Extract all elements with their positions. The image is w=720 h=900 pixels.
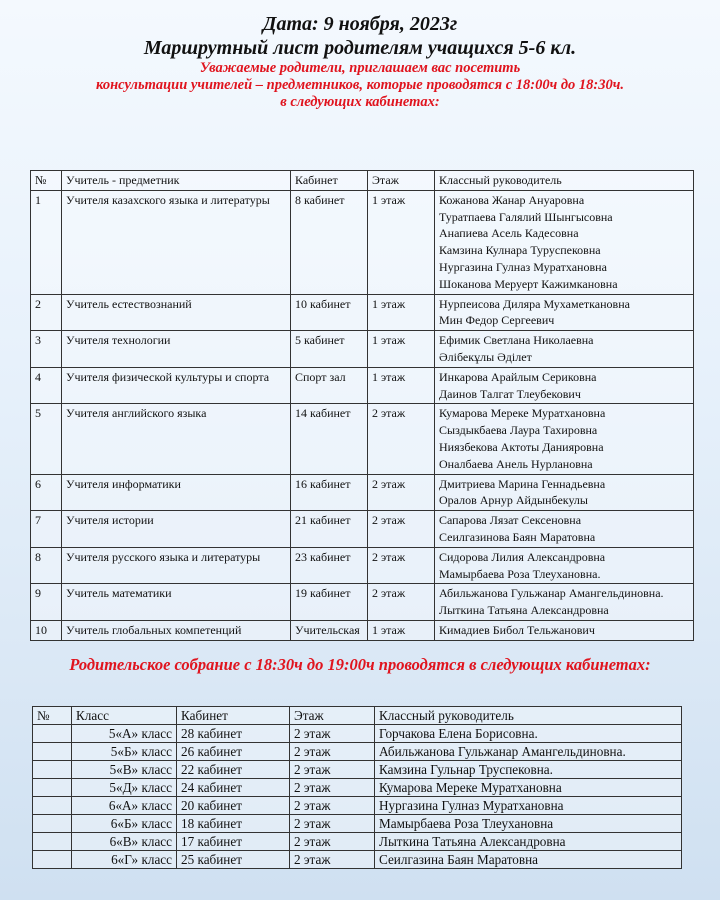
class-cell: 5«Д» класс <box>72 779 177 797</box>
teacher-name: Оралов Арнур Айдынбекулы <box>439 493 588 508</box>
floor-cell: 1 этаж <box>368 620 435 640</box>
class-cell: 5«Б» класс <box>72 743 177 761</box>
table-row <box>31 511 694 548</box>
subject-cell: Учителя английского языка <box>62 404 291 474</box>
row-number <box>33 797 72 815</box>
class-teacher-cell: Лыткина Татьяна Александровна <box>375 833 682 851</box>
room-cell: 19 кабинет <box>291 584 368 621</box>
floor-cell: 2 этаж <box>368 547 435 584</box>
row-number: 3 <box>31 331 62 368</box>
room-cell: 20 кабинет <box>177 797 290 815</box>
floor-cell: 2 этаж <box>368 584 435 621</box>
floor-cell: 2 этаж <box>368 511 435 548</box>
room-cell: 21 кабинет <box>291 511 368 548</box>
column-header-subject: Учитель - предметник <box>62 171 291 191</box>
room-cell: 8 кабинет <box>291 190 368 294</box>
row-number: 10 <box>31 620 62 640</box>
row-number: 4 <box>31 367 62 404</box>
invitation-line-3: в следующих кабинетах: <box>280 94 440 110</box>
teacher-name: Мин Федор Сергеевич <box>439 313 555 328</box>
class-cell: 6«Б» класс <box>72 815 177 833</box>
row-number: 7 <box>31 511 62 548</box>
table-row <box>33 797 682 815</box>
table-row <box>33 851 682 869</box>
column-header-class-teacher: Классный руководитель <box>375 707 682 725</box>
floor-cell: 1 этаж <box>368 190 435 294</box>
document-title: Маршрутный лист родителям учащихся 5-6 кл. <box>143 37 577 59</box>
teacher-name: Сидорова Лилия Александровна <box>439 549 606 564</box>
document-header <box>0 12 720 111</box>
room-cell: 24 кабинет <box>177 779 290 797</box>
teacher-name: Анапиева Асель Кадесовна <box>439 226 579 241</box>
row-number <box>33 725 72 743</box>
table-row <box>31 620 694 640</box>
invitation-line-1: Уважаемые родители, приглашаем вас посетить <box>199 60 521 76</box>
document-date: Дата: 9 ноября, 2023г <box>262 13 458 35</box>
class-teacher-cell: Нургазина Гулназ Муратхановна <box>375 797 682 815</box>
class-teacher-cell <box>435 584 694 621</box>
class-teacher-cell <box>435 190 694 294</box>
row-number: 5 <box>31 404 62 474</box>
floor-cell: 2 этаж <box>368 404 435 474</box>
row-number <box>33 743 72 761</box>
column-header-class: Класс <box>72 707 177 725</box>
table-row <box>33 779 682 797</box>
row-number: 2 <box>31 294 62 331</box>
floor-cell: 2 этаж <box>368 474 435 511</box>
class-cell: 6«В» класс <box>72 833 177 851</box>
room-cell: Спорт зал <box>291 367 368 404</box>
consultations-table <box>30 170 694 641</box>
column-header-number: № <box>31 171 62 191</box>
subject-cell: Учителя технологии <box>62 331 291 368</box>
teacher-name: Кумарова Мереке Муратхановна <box>439 406 606 421</box>
room-cell: 25 кабинет <box>177 851 290 869</box>
class-cell: 5«А» класс <box>72 725 177 743</box>
row-number: 8 <box>31 547 62 584</box>
floor-cell: 1 этаж <box>368 331 435 368</box>
table-row <box>31 294 694 331</box>
room-cell: 26 кабинет <box>177 743 290 761</box>
table-row <box>33 761 682 779</box>
class-teacher-cell: Камзина Гульнар Труспековна. <box>375 761 682 779</box>
row-number: 1 <box>31 190 62 294</box>
subject-cell: Учитель глобальных компетенций <box>62 620 291 640</box>
teacher-name: Сеилгазинова Баян Маратовна <box>439 529 596 544</box>
row-number <box>33 833 72 851</box>
floor-cell: 1 этаж <box>368 294 435 331</box>
subject-cell: Учителя информатики <box>62 474 291 511</box>
teacher-name: Камзина Кулнара Туруспековна <box>439 243 601 258</box>
floor-cell: 2 этаж <box>290 815 375 833</box>
class-teacher-cell <box>435 620 694 640</box>
column-header-room: Кабинет <box>177 707 290 725</box>
parent-meeting-title: Родительское собрание с 18:30ч до 19:00ч проводятся в следующих кабинетах: <box>69 655 651 674</box>
row-number <box>33 815 72 833</box>
floor-cell: 2 этаж <box>290 725 375 743</box>
class-cell: 6«А» класс <box>72 797 177 815</box>
class-teacher-cell: Мамырбаева Роза Тлеухановна <box>375 815 682 833</box>
class-teacher-cell: Горчакова Елена Борисовна. <box>375 725 682 743</box>
table-row <box>33 725 682 743</box>
row-number <box>33 779 72 797</box>
subject-cell: Учителя физической культуры и спорта <box>62 367 291 404</box>
teacher-name: Ниязбекова Актоты Данияровна <box>439 439 604 454</box>
teacher-name: Дмитриева Марина Геннадьевна <box>439 476 606 491</box>
subject-cell: Учитель естествознаний <box>62 294 291 331</box>
floor-cell: 2 этаж <box>290 797 375 815</box>
class-teacher-cell <box>435 294 694 331</box>
table-row <box>31 190 694 294</box>
column-header-floor: Этаж <box>290 707 375 725</box>
column-header-room: Кабинет <box>291 171 368 191</box>
floor-cell: 2 этаж <box>290 851 375 869</box>
teacher-name: Инкарова Арайлым Сериковна <box>439 369 597 384</box>
room-cell: 5 кабинет <box>291 331 368 368</box>
subject-cell: Учителя казахского языка и литературы <box>62 190 291 294</box>
room-cell: Учительская <box>291 620 368 640</box>
class-teacher-cell: Абильжанова Гульжанар Амангельдиновна. <box>375 743 682 761</box>
meeting-header-row <box>33 707 682 725</box>
teacher-name: Кожанова Жанар Ануаровна <box>439 192 585 207</box>
floor-cell: 1 этаж <box>368 367 435 404</box>
floor-cell: 2 этаж <box>290 743 375 761</box>
row-number <box>33 851 72 869</box>
class-teacher-cell <box>435 511 694 548</box>
room-cell: 16 кабинет <box>291 474 368 511</box>
class-teacher-cell <box>435 367 694 404</box>
table-row <box>31 331 694 368</box>
teacher-name: Кимадиев Бибол Тельжанович <box>439 622 595 637</box>
column-header-class-teacher: Классный руководитель <box>435 171 694 191</box>
table-row <box>33 815 682 833</box>
class-teacher-cell: Сеилгазина Баян Маратовна <box>375 851 682 869</box>
table-row <box>31 584 694 621</box>
class-cell: 5«В» класс <box>72 761 177 779</box>
teacher-name: Туратпаева Галялий Шынгысовна <box>439 209 613 224</box>
room-cell: 23 кабинет <box>291 547 368 584</box>
teacher-name: Сапарова Лязат Сексеновна <box>439 513 582 528</box>
parent-meeting-table <box>32 706 682 869</box>
subject-cell: Учителя истории <box>62 511 291 548</box>
subject-cell: Учитель математики <box>62 584 291 621</box>
teacher-name: Нурпеисова Диляра Мухаметкановна <box>439 296 630 311</box>
table-row <box>33 833 682 851</box>
class-teacher-cell: Кумарова Мереке Муратхановна <box>375 779 682 797</box>
room-cell: 14 кабинет <box>291 404 368 474</box>
room-cell: 22 кабинет <box>177 761 290 779</box>
teacher-name: Даинов Талгат Тлеубекович <box>439 386 581 401</box>
table-row <box>33 743 682 761</box>
row-number: 9 <box>31 584 62 621</box>
subject-cell: Учителя русского языка и литературы <box>62 547 291 584</box>
consultations-header-row <box>31 171 694 191</box>
teacher-name: Әлібекұлы Әділет <box>439 349 532 364</box>
teacher-name: Лыткина Татьяна Александровна <box>439 603 609 618</box>
teacher-name: Мамырбаева Роза Тлеухановна. <box>439 566 601 581</box>
floor-cell: 2 этаж <box>290 833 375 851</box>
table-row <box>31 404 694 474</box>
row-number <box>33 761 72 779</box>
teacher-name: Нургазина Гулназ Муратхановна <box>439 259 607 274</box>
class-teacher-cell <box>435 404 694 474</box>
invitation-line-2: консультации учителей – предметников, которые проводятся с 18:00ч до 18:30ч. <box>96 77 624 93</box>
floor-cell: 2 этаж <box>290 779 375 797</box>
table-row <box>31 474 694 511</box>
room-cell: 10 кабинет <box>291 294 368 331</box>
column-header-number: № <box>33 707 72 725</box>
teacher-name: Оналбаева Анель Нурлановна <box>439 456 593 471</box>
class-cell: 6«Г» класс <box>72 851 177 869</box>
room-cell: 28 кабинет <box>177 725 290 743</box>
room-cell: 18 кабинет <box>177 815 290 833</box>
class-teacher-cell <box>435 331 694 368</box>
room-cell: 17 кабинет <box>177 833 290 851</box>
floor-cell: 2 этаж <box>290 761 375 779</box>
teacher-name: Шоканова Меруерт Кажимкановна <box>439 276 618 291</box>
teacher-name: Сыздыкбаева Лаура Тахировна <box>439 423 598 438</box>
column-header-floor: Этаж <box>368 171 435 191</box>
class-teacher-cell <box>435 547 694 584</box>
teacher-name: Абильжанова Гульжанар Амангельдиновна. <box>439 586 664 601</box>
teacher-name: Ефимик Светлана Николаевна <box>439 333 594 348</box>
table-row <box>31 367 694 404</box>
class-teacher-cell <box>435 474 694 511</box>
row-number: 6 <box>31 474 62 511</box>
table-row <box>31 547 694 584</box>
